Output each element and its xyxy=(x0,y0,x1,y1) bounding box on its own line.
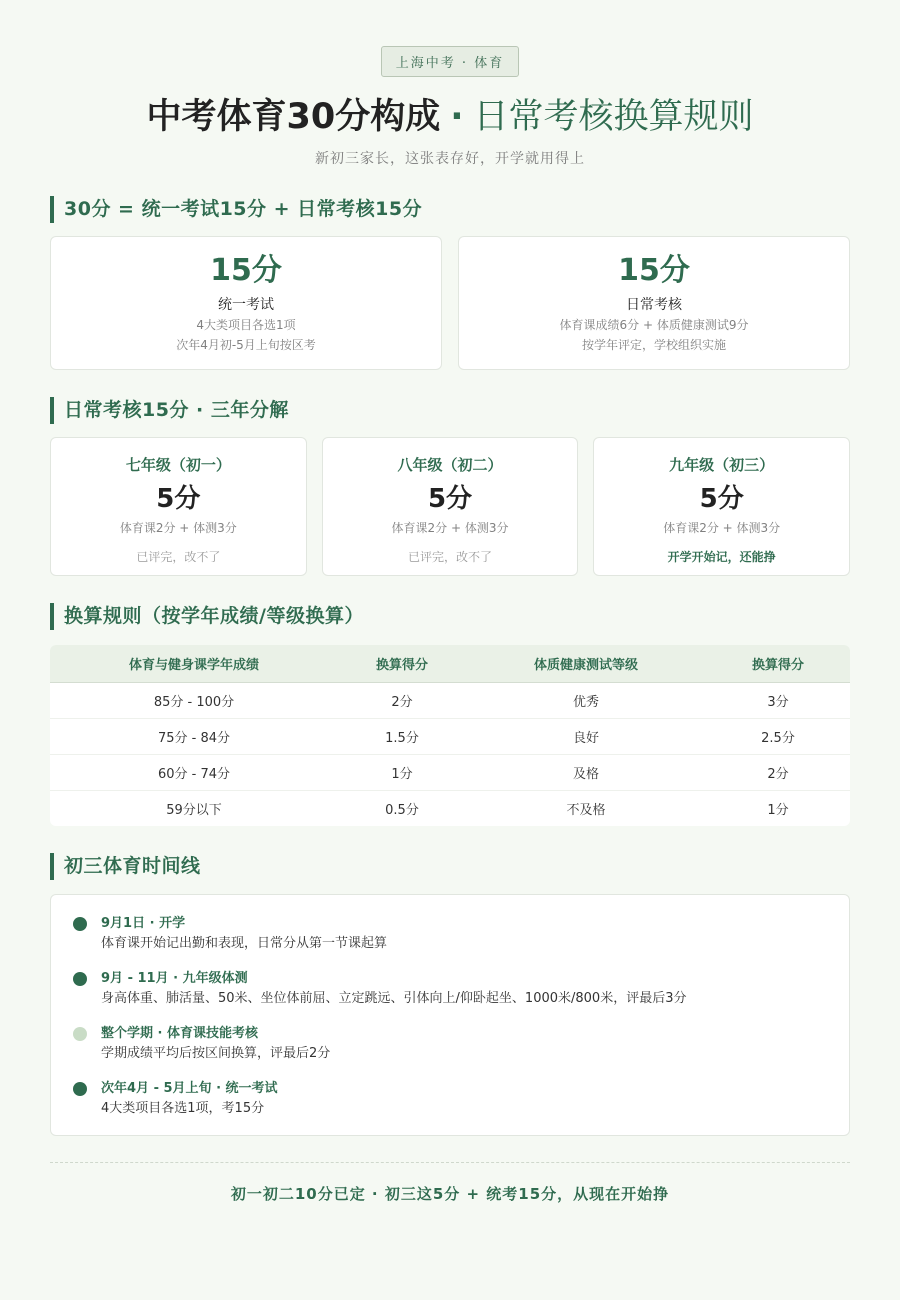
timeline-desc: 学期成绩平均后按区间换算，评最后2分 xyxy=(101,1046,331,1061)
category-tag: 上海中考 · 体育 xyxy=(381,46,519,77)
title-part1: 中考体育30分构成 xyxy=(146,97,441,137)
table-cell: 85分 - 100分 xyxy=(50,682,338,718)
section-heading: 日常考核15分 · 三年分解 xyxy=(50,397,850,424)
timeline-title: 9月1日 · 开学 xyxy=(101,916,186,931)
timeline-item xyxy=(73,970,827,1009)
title-part2: 日常考核换算规则 xyxy=(473,97,754,137)
grade-score: 5分 xyxy=(427,484,473,514)
page-title xyxy=(50,93,850,141)
grade-score: 5分 xyxy=(699,484,744,514)
card-name: 日常考核 xyxy=(626,297,682,313)
table-cell: 60分 - 74分 xyxy=(50,754,338,790)
grade-desc: 体育课2分 + 体测3分 xyxy=(119,521,237,535)
table-cell: 59分以下 xyxy=(166,802,222,818)
timeline-item xyxy=(73,915,827,954)
timeline xyxy=(50,894,850,1136)
table-cell: 2分 xyxy=(706,754,850,790)
section-heading: 初三体育时间线 xyxy=(50,853,850,880)
timeline-title: 次年4月 - 5月上旬 · 统一考试 xyxy=(101,1081,278,1096)
grade-score: 5分 xyxy=(156,484,201,514)
table-cell: 0.5分 xyxy=(385,802,419,818)
table-cell: 1.5分 xyxy=(338,718,466,754)
table-cell: 2分 xyxy=(338,682,466,718)
table-header-row xyxy=(50,645,850,682)
timeline-desc: 4大类项目各选1项，考15分 xyxy=(101,1101,265,1116)
table-cell: 优秀 xyxy=(466,682,706,718)
grade-name: 九年级（初三） xyxy=(669,456,775,474)
timeline-dot-icon xyxy=(73,972,87,986)
table-cell: 75分 - 84分 xyxy=(50,718,338,754)
grade-desc: 体育课2分 + 体测3分 xyxy=(391,521,509,535)
card-desc: 按学年评定，学校组织实施 xyxy=(581,338,726,352)
section-heading: 30分 = 统一考试15分 + 日常考核15分 xyxy=(50,196,850,223)
table-cell: 良好 xyxy=(466,718,706,754)
table-cell: 1分 xyxy=(767,802,789,818)
section-timeline xyxy=(50,853,850,1136)
table-row xyxy=(50,682,850,718)
table-row xyxy=(50,790,850,826)
card-grade-8 xyxy=(322,437,579,576)
grade-note: 已评完，改不了 xyxy=(408,550,493,564)
card-grade-7 xyxy=(50,437,307,576)
table-header: 体质健康测试等级 xyxy=(466,645,706,682)
table-cell: 2.5分 xyxy=(706,718,850,754)
section-conversion xyxy=(50,603,850,826)
timeline-item xyxy=(73,1080,827,1119)
grade-name: 七年级（初一） xyxy=(125,456,231,474)
table-cell: 不及格 xyxy=(566,802,606,818)
timeline-desc: 身高体重、肺活量、50米、坐位体前屈、立定跳远、引体向上/仰卧起坐、1000米/800米，评最后3分 xyxy=(101,991,687,1006)
timeline-dot-icon xyxy=(73,1082,87,1096)
table-header: 换算得分 xyxy=(706,645,850,682)
card-desc: 次年4月初-5月上旬按区考 xyxy=(176,338,316,352)
card-unified-exam xyxy=(50,236,442,370)
conversion-table-wrap xyxy=(50,645,850,826)
timeline-desc: 体育课开始记出勤和表现，日常分从第一节课起算 xyxy=(101,936,388,951)
timeline-item xyxy=(73,1025,827,1064)
section-three-years xyxy=(50,397,850,576)
card-desc: 4大类项目各选1项 xyxy=(196,318,296,332)
timeline-dot-icon xyxy=(73,1027,87,1041)
table-header: 换算得分 xyxy=(338,645,466,682)
table-cell: 及格 xyxy=(466,754,706,790)
table-row xyxy=(50,718,850,754)
grade-note-highlight: 开学开始记，还能挣 xyxy=(667,550,776,564)
table-cell: 1分 xyxy=(338,754,466,790)
card-score: 15分 xyxy=(618,253,690,288)
card-grade-9 xyxy=(593,437,850,576)
tag-wrap xyxy=(50,0,850,77)
section-heading: 换算规则（按学年成绩/等级换算） xyxy=(50,603,850,630)
timeline-title: 整个学期 · 体育课技能考核 xyxy=(101,1026,258,1041)
card-desc: 体育课成绩6分 + 体质健康测试9分 xyxy=(559,318,749,332)
grade-note: 已评完，改不了 xyxy=(136,550,221,564)
table-row xyxy=(50,754,850,790)
section-composition xyxy=(50,196,850,370)
conversion-table xyxy=(50,645,850,826)
table-cell: 3分 xyxy=(706,682,850,718)
table-header: 体育与健身课学年成绩 xyxy=(50,645,338,682)
grade-cards xyxy=(50,437,850,576)
card-daily-assessment xyxy=(458,236,850,370)
composition-cards xyxy=(50,236,850,370)
timeline-title: 9月 - 11月 · 九年级体测 xyxy=(101,971,248,986)
page-subtitle: 新初三家长，这张表存好，开学就用得上 xyxy=(315,151,585,167)
footer-text: 初一初二10分已定 · 初三这5分 + 统考15分，从现在开始挣 xyxy=(230,1185,670,1203)
card-name: 统一考试 xyxy=(218,297,274,313)
card-score: 15分 xyxy=(210,253,282,288)
footer-divider xyxy=(50,1162,850,1163)
grade-desc: 体育课2分 + 体测3分 xyxy=(663,521,781,535)
title-separator: · xyxy=(450,97,464,137)
grade-name: 八年级（初二） xyxy=(397,456,503,474)
timeline-dot-icon xyxy=(73,917,87,931)
